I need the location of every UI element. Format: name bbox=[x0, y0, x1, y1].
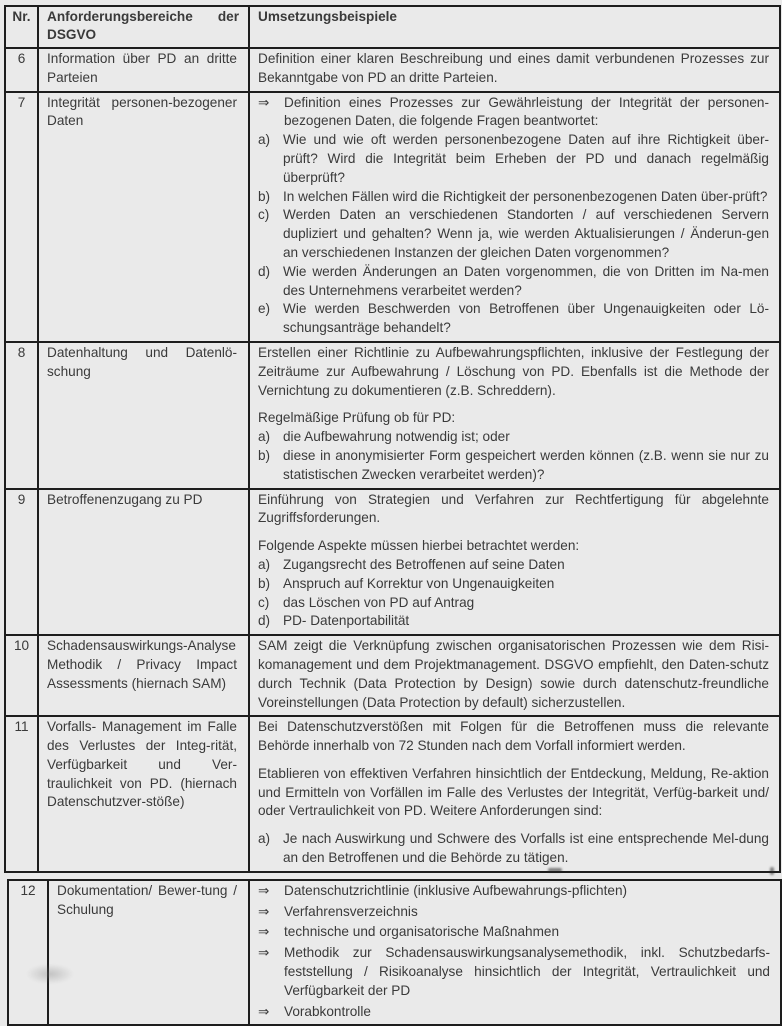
paragraph: Etablieren von effektiven Verfahren hinsichtlich der Entdeckung, Meldung, Re-aktion und Ermitteln von Vorfällen im Falle des Verlustes der Integrität, Verfüg-barkeit und/ oder Vertraulichkeit von PD. Weitere Anforderungen sind: bbox=[258, 765, 769, 819]
row-number: 7 bbox=[5, 92, 38, 342]
list-marker: a) bbox=[258, 429, 271, 445]
list-item-text: Datenschutzrichtlinie (inklusive Aufbewahrungs-pflichten) bbox=[284, 882, 628, 898]
requirement-area: Integrität personen-bezogener Daten bbox=[38, 92, 249, 342]
list-item bbox=[258, 131, 769, 187]
list-marker: c) bbox=[258, 594, 270, 610]
paragraph: Regelmäßige Prüfung ob für PD: bbox=[258, 410, 456, 426]
implementation-examples bbox=[249, 880, 781, 1026]
list-marker: a) bbox=[258, 831, 271, 847]
list-item bbox=[258, 263, 769, 301]
paragraph: Einführung von Strategien und Verfahren zur Rechtfertigung für abgelehnte Zugriffsforderungen. bbox=[258, 491, 769, 526]
list-marker: d) bbox=[258, 263, 271, 279]
column-header-area: Anforderungsbereiche der DSGVO bbox=[38, 6, 249, 48]
row-number: 12 bbox=[8, 880, 48, 1026]
list-item bbox=[258, 594, 769, 613]
table-body bbox=[8, 880, 781, 1026]
list-item-text: Anspruch auf Korrektur von Ungenauigkeiten bbox=[283, 575, 555, 591]
cut-text-artifact bbox=[770, 867, 774, 875]
paragraph: Erstellen einer Richtlinie zu Aufbewahrungspflichten, inklusive der Festlegung der Zeiträume zur Aufbewahrung / Löschung von PD. Ebenfalls ist die Methode der Vernichtung zu dokumentieren (z.B. Schreddern). bbox=[258, 344, 769, 398]
list-item bbox=[258, 903, 770, 922]
column-header-examples: Umsetzungsbeispiele bbox=[249, 6, 780, 48]
dsgvo-requirements-table bbox=[4, 5, 781, 873]
double-arrow-icon: ⇒ bbox=[258, 903, 270, 919]
row-number: 10 bbox=[5, 635, 38, 716]
table-body bbox=[5, 48, 780, 872]
table-row bbox=[8, 880, 781, 1026]
list-item bbox=[258, 428, 769, 447]
list-item bbox=[258, 447, 769, 485]
double-arrow-icon: ⇒ bbox=[258, 882, 270, 898]
list-item bbox=[258, 300, 769, 338]
list-item-text: Je nach Auswirkung und Schwere des Vorfalls ist eine entsprechende Mel-dung an den Betroffenen und die Behörde zu tätigen. bbox=[283, 831, 769, 866]
double-arrow-icon: ⇒ bbox=[258, 1003, 270, 1019]
list-item-text: Wie werden Beschwerden von Betroffenen über Ungenauigkeiten oder Lö-schungsanträge behandelt? bbox=[283, 301, 769, 336]
list-item-text: Werden Daten an verschiedenen Standorten / auf verschiedenen Servern dupliziert und gehalten? Wenn ja, wie werden Aktualisierungen / Änderun-gen an verschiedenen Instanzen der gleichen Daten vorgenommen? bbox=[283, 207, 769, 260]
requirement-area: Dokumentation/ Bewer-tung / Schulung bbox=[48, 880, 249, 1026]
requirement-area: Information über PD an dritte Parteien bbox=[38, 48, 249, 92]
faint-watermark bbox=[26, 964, 74, 984]
double-arrow-icon: ⇒ bbox=[258, 924, 270, 940]
header-row bbox=[5, 6, 780, 48]
list-item-text: technische und organisatorische Maßnahmen bbox=[284, 924, 560, 940]
list-item bbox=[258, 94, 769, 132]
table-row bbox=[5, 342, 780, 489]
row-number: 11 bbox=[5, 716, 38, 872]
row-number: 8 bbox=[5, 342, 38, 489]
paragraph: Folgende Aspekte müssen hierbei betrachtet werden: bbox=[258, 538, 580, 554]
list-item-text: das Löschen von PD auf Antrag bbox=[283, 594, 475, 610]
list-item bbox=[258, 944, 770, 1000]
list-item bbox=[258, 556, 769, 575]
requirement-area: Datenhaltung und Datenlö-schung bbox=[38, 342, 249, 489]
list-item bbox=[258, 1003, 770, 1022]
list-marker: b) bbox=[258, 447, 271, 463]
table-row bbox=[5, 635, 780, 716]
cut-text-artifact bbox=[548, 868, 562, 872]
list-marker: e) bbox=[258, 301, 271, 317]
double-arrow-icon: ⇒ bbox=[258, 94, 270, 110]
list-item-text: Vorabkontrolle bbox=[284, 1003, 371, 1019]
list-item-text: Wie und wie oft werden personenbezogene Daten auf ihre Richtigkeit über-prüft? Wird die Integrität beim Erheben der PD und danach regelmäßig überprüft? bbox=[283, 132, 769, 185]
requirement-area: Betroffenenzugang zu PD bbox=[38, 489, 249, 636]
list-marker: d) bbox=[258, 613, 271, 629]
paragraph: Bei Datenschutzverstößen mit Folgen für die Betroffenen muss die relevante Behörde innerhalb von 72 Stunden nach dem Vorfall informiert werden. bbox=[258, 719, 769, 754]
implementation-examples bbox=[249, 342, 780, 489]
table-row bbox=[5, 48, 780, 92]
list-item bbox=[258, 188, 769, 207]
list-item-text: Verfahrensverzeichnis bbox=[284, 903, 418, 919]
list-item-text: Zugangsrecht des Betroffenen auf seine Daten bbox=[283, 556, 565, 572]
list-item bbox=[258, 923, 770, 942]
implementation-examples bbox=[249, 92, 780, 342]
double-arrow-icon: ⇒ bbox=[258, 945, 270, 961]
list-item-text: In welchen Fällen wird die Richtigkeit der personenbezogenen Daten über-prüft? bbox=[283, 188, 768, 204]
implementation-examples bbox=[249, 489, 780, 636]
list-item bbox=[258, 575, 769, 594]
column-header-nr: Nr. bbox=[5, 6, 38, 48]
list-marker: a) bbox=[258, 132, 271, 148]
list-marker: b) bbox=[258, 575, 271, 591]
implementation-examples bbox=[249, 635, 780, 716]
list-item-text: Wie werden Änderungen an Daten vorgenommen, die von Dritten im Na-men des Unternehmens verarbeitet werden? bbox=[283, 263, 769, 298]
list-marker: a) bbox=[258, 556, 271, 572]
list-marker: b) bbox=[258, 188, 271, 204]
row-number: 9 bbox=[5, 489, 38, 636]
list-marker: c) bbox=[258, 207, 270, 223]
table-row bbox=[5, 716, 780, 872]
implementation-examples bbox=[249, 48, 780, 92]
list-item-text: die Aufbewahrung notwendig ist; oder bbox=[283, 429, 510, 445]
list-item bbox=[258, 206, 769, 262]
table-row bbox=[5, 489, 780, 636]
list-item bbox=[258, 830, 769, 868]
requirement-area: Schadensauswirkungs-Analyse Methodik / Privacy Impact Assessments (hiernach SAM) bbox=[38, 635, 249, 716]
list-item-text: diese in anonymisierter Form gespeichert werden können (z.B. wenn sie nur zu statistischen Zwecken verarbeitet werden)? bbox=[283, 447, 769, 482]
list-item-text: PD- Datenportabilität bbox=[283, 613, 410, 629]
list-item bbox=[258, 882, 770, 901]
list-item bbox=[258, 612, 769, 631]
implementation-examples bbox=[249, 716, 780, 872]
dsgvo-requirements-table-continued bbox=[7, 879, 782, 1026]
paragraph: Definition einer klaren Beschreibung und eines damit verbundenen Prozesses zur Bekanntgabe von PD an dritte Parteien. bbox=[258, 51, 769, 85]
table-row bbox=[5, 92, 780, 342]
list-item-text: Definition eines Prozesses zur Gewährleistung der Integrität der personen-bezogenen Daten, die folgende Fragen beantwortet: bbox=[284, 94, 769, 129]
paragraph: SAM zeigt die Verknüpfung zwischen organisatorischen Prozessen wie dem Risi-komanagement und dem Projektmanagement. DSGVO empfiehlt, den Daten-schutz durch Technik (Data Protection by Design) sowie durch datenschutz-freundliche Voreinstellungen (Data Protection by default) sicherzustellen. bbox=[258, 638, 769, 710]
row-number: 6 bbox=[5, 48, 38, 92]
list-item-text: Methodik zur Schadensauswirkungsanalysemethodik, inkl. Schutzbedarfs-feststellung / Risikoanalyse hinsichtlich der Integrität, Vertraulichkeit und Verfügbarkeit der PD bbox=[284, 945, 770, 998]
requirement-area: Vorfalls- Management im Falle des Verlustes der Integ-rität, Verfügbarkeit und Ver-traulichkeit von PD. (hiernach Datenschutzver-stöße) bbox=[38, 716, 249, 872]
